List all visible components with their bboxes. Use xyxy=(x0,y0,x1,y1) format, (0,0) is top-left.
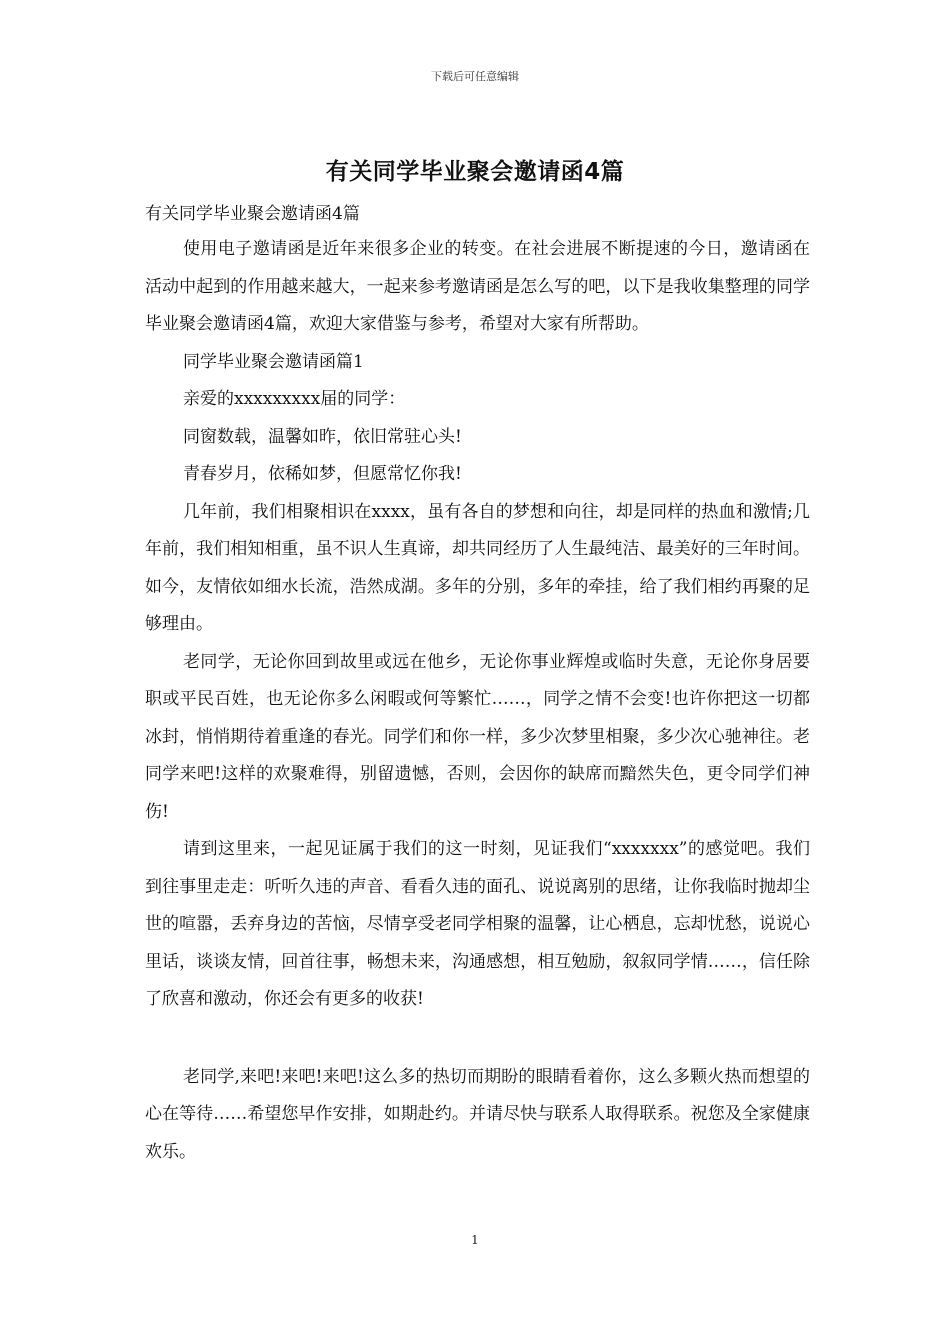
header-note: 下载后可任意编辑 xyxy=(431,70,519,83)
salutation: 亲爱的xxxxxxxxx届的同学： xyxy=(183,389,406,409)
body-paragraph: 同窗数载，温馨如昨，依旧常驻心头! xyxy=(183,426,462,447)
section-heading: 同学毕业聚会邀请函篇1 xyxy=(183,351,364,372)
intro-paragraph: 使用电子邀请函是近年来很多企业的转变。在社会进展不断提速的今日，邀请函在活动中起到的作用越来越大，一起来参考邀请函是怎么写的吧，以下是我收集整理的同学毕业聚会邀请函4篇，欢迎大家借鉴与参考，希望对大家有所帮助。 xyxy=(145,239,810,334)
document-subtitle: 有关同学毕业聚会邀请函4篇 xyxy=(145,204,360,224)
page-number: 1 xyxy=(471,1233,479,1247)
body-paragraph: 青春岁月，依稀如梦，但愿常忆你我! xyxy=(183,464,462,484)
document-title: 有关同学毕业聚会邀请函4篇 xyxy=(325,159,625,185)
document-body xyxy=(145,197,810,1171)
closing-paragraph: 老同学,来吧!来吧!来吧!这么多的热切而期盼的眼睛看着你，这么多颗火热而想望的心在等待……希望您早作安排，如期赴约。并请尽快与联系人取得联系。祝您及全家健康欢乐。 xyxy=(145,1066,810,1162)
body-paragraph: 请到这里来，一起见证属于我们的这一时刻，见证我们“xxxxxxx”的感觉吧。我们到往事里走走：听听久违的声音、看看久违的面孔、说说离别的思绪，让你我临时抛却尘世的喧嚣，丢弃身边的苦恼，尽情享受老同学相聚的温馨，让心栖息，忘却忧愁，说说心里话，谈谈友情，回首往事，畅想未来，沟通感想，相互勉励，叙叙同学情……，信任除了欣喜和激动，你还会有更多的收获! xyxy=(145,839,810,1009)
body-paragraph: 老同学，无论你回到故里或远在他乡，无论你事业辉煌或临时失意，无论你身居要职或平民百姓，也无论你多么闲暇或何等繁忙……，同学之情不会变!也许你把这一切都冰封，悄悄期待着重逢的春光。同学们和你一样，多少次梦里相聚，多少次心驰神往。老同学来吧!这样的欢聚难得，别留遗憾，否则，会因你的缺席而黯然失色，更令同学们神伤! xyxy=(145,651,810,822)
paragraph-gap xyxy=(145,1019,810,1059)
body-paragraph: 几年前，我们相聚相识在xxxx，虽有各自的梦想和向往，却是同样的热血和激情;几年前，我们相知相重，虽不识人生真谛，却共同经历了人生最纯洁、最美好的三年时间。如今，友情依如细水长流，浩然成湖。多年的分别，多年的牵挂，给了我们相约再聚的足够理由。 xyxy=(145,501,810,634)
